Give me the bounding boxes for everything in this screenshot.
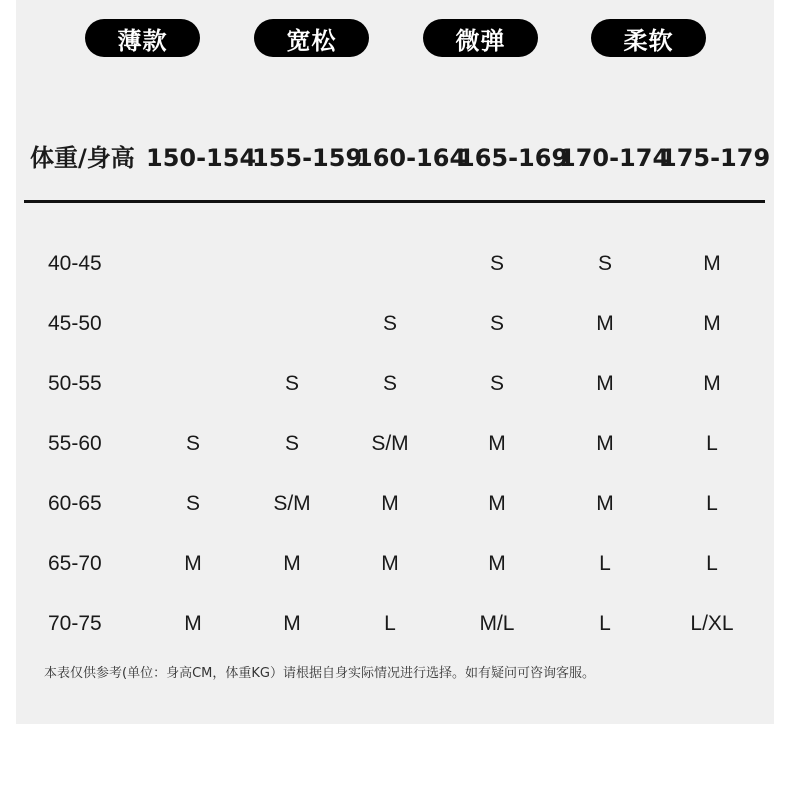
weight-cell: 55-60 [48, 432, 102, 455]
table-row [0, 489, 790, 519]
table-row [0, 249, 790, 279]
size-cell: M [596, 432, 614, 455]
size-cell: S [489, 312, 504, 335]
size-cell: M [596, 312, 614, 335]
size-cell: M [703, 252, 721, 275]
size-cell: M [283, 552, 301, 575]
tag-loose: 宽松 [254, 19, 369, 57]
header-height-col: 165-169 [458, 144, 569, 172]
table-row [0, 429, 790, 459]
size-cell: S/M [371, 432, 409, 455]
size-cell: M [488, 492, 506, 515]
header-height-col: 160-164 [356, 144, 467, 172]
size-cell: L [706, 492, 718, 515]
table-row [0, 369, 790, 399]
size-cell: M [596, 492, 614, 515]
size-cell: M [381, 492, 399, 515]
table-row [0, 609, 790, 639]
table-row [0, 549, 790, 579]
size-cell: S [284, 432, 299, 455]
size-cell: L [706, 432, 718, 455]
size-cell: S [284, 372, 299, 395]
weight-cell: 70-75 [48, 612, 102, 635]
size-cell: S [185, 432, 200, 455]
size-cell: L/XL [690, 612, 734, 635]
weight-cell: 60-65 [48, 492, 102, 515]
size-cell: M [184, 612, 202, 635]
table-row [0, 309, 790, 339]
size-cell: L [384, 612, 396, 635]
tag-thin: 薄款 [85, 19, 200, 57]
size-cell [143, 369, 243, 399]
size-cell: S [382, 312, 397, 335]
size-cell: S [597, 252, 612, 275]
size-cell: M [703, 372, 721, 395]
weight-cell: 50-55 [48, 372, 102, 395]
footnote: 本表仅供参考(单位：身高CM，体重KG）请根据自身实际情况进行选择。如有疑问可咨询客服。 [44, 666, 595, 681]
size-cell: L [599, 552, 611, 575]
size-cell: M [488, 552, 506, 575]
weight-cell: 65-70 [48, 552, 102, 575]
size-cell [143, 249, 243, 279]
header-weight-height: 体重/身高 [30, 144, 135, 172]
size-cell: M [381, 552, 399, 575]
header-height-col: 150-154 [146, 144, 257, 172]
size-cell [143, 309, 243, 339]
tag-slight-stretch: 微弹 [423, 19, 538, 57]
size-cell: M [596, 372, 614, 395]
size-cell: M/L [479, 612, 515, 635]
weight-cell: 45-50 [48, 312, 102, 335]
size-cell: M [184, 552, 202, 575]
size-cell: S [489, 372, 504, 395]
header-height-col: 170-174 [559, 144, 670, 172]
size-cell: S [382, 372, 397, 395]
feature-tags [0, 0, 790, 60]
weight-cell: 40-45 [48, 252, 102, 275]
header-divider [24, 200, 765, 203]
size-cell: M [703, 312, 721, 335]
tag-soft: 柔软 [591, 19, 706, 57]
header-height-col: 155-159 [252, 144, 363, 172]
size-cell: L [706, 552, 718, 575]
size-cell: S [489, 252, 504, 275]
size-cell: S [185, 492, 200, 515]
size-cell: L [599, 612, 611, 635]
size-cell [242, 309, 342, 339]
size-cell: M [283, 612, 301, 635]
size-cell: S/M [273, 492, 311, 515]
header-height-col: 175-179 [660, 144, 771, 172]
size-cell [242, 249, 342, 279]
size-cell: M [488, 432, 506, 455]
table-header [0, 140, 790, 176]
size-cell [340, 249, 440, 279]
